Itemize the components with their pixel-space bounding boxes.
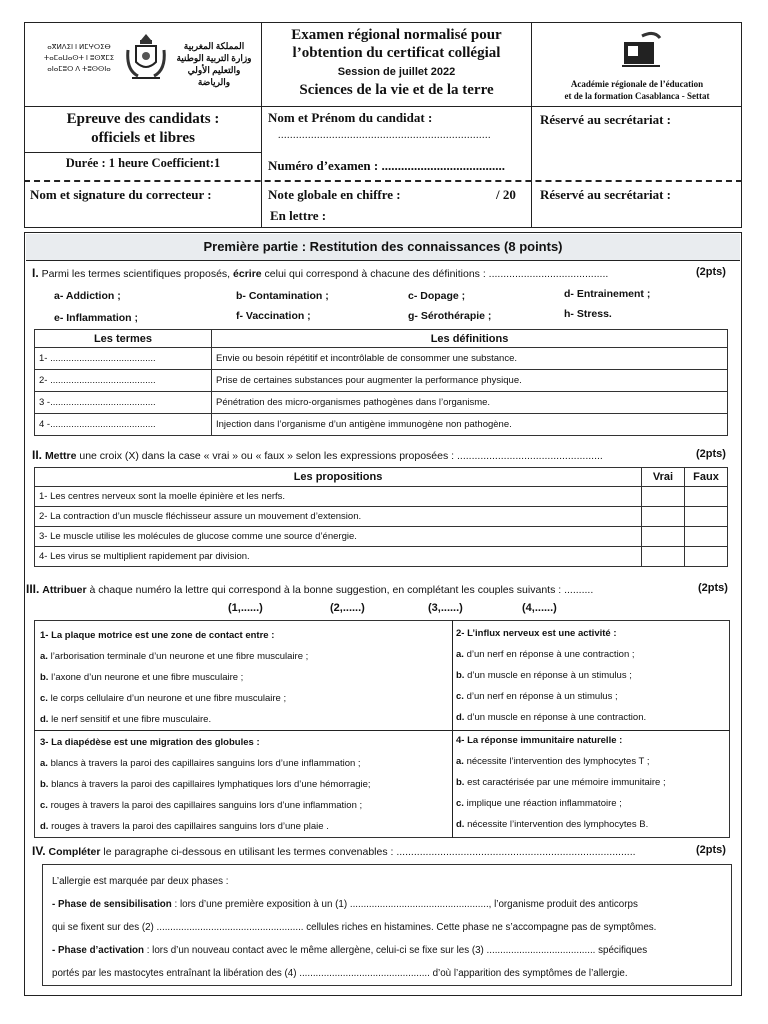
matching-block-2: 2- L’influx nerveux est une activité : a. d’un nerf en réponse à une contraction ; b. d’un muscle en réponse à un stimulus ; c. d’un nerf en réponse à un stimulus ; d. d’un muscle en réponse à une contraction. (456, 623, 726, 728)
question-1-instruction: I. Parmi les termes scientifiques proposés, écrire celui qui correspond à chacune des définitions : ......................................... (32, 266, 609, 280)
fill-in-sentence[interactable]: portés par les mastocytes entraînant la libération des (4) ................................................ d’où l’apparition des symptômes de l’allergie. (52, 968, 628, 979)
faux-checkbox[interactable] (685, 547, 728, 567)
proposition-text: 1- Les centres nerveux sont la moelle épinière et les nerfs. (35, 487, 642, 507)
grade-in-words-label[interactable]: En lettre : (270, 208, 327, 223)
session-label: Session de juillet 2022 (337, 66, 456, 78)
term-option: h- Stress. (564, 308, 612, 320)
fill-in-sentence[interactable]: : lors d’un nouveau contact avec le même allergène, celui-ci se fixe sur les (3) ........................................ spécifiques (144, 945, 648, 956)
subject-title: Sciences de la vie et de la terre (299, 82, 494, 98)
ministry-latin-line: ⵜⴰⵎⴰⵡⴰⵙⵜ ⵏ ⵓⵙⴳⵎⵉ (43, 55, 115, 62)
couple-answer-blank[interactable]: (4,......) (522, 602, 557, 614)
part-one-title: Première partie : Restitution des connaissances (8 points) (26, 234, 740, 261)
faux-column-header: Faux (685, 468, 728, 487)
epreuve-label-2: officiels et libres (91, 130, 195, 146)
table-row (35, 527, 728, 547)
table-row (35, 547, 728, 567)
question-2-points: (2pts) (696, 448, 726, 460)
matching-option: le nerf sensitif et une fibre musculaire. (51, 714, 212, 725)
coat-of-arms-icon (124, 30, 168, 86)
term-option: a- Addiction ; (54, 290, 121, 302)
definitions-column-header: Les définitions (212, 330, 728, 348)
term-option: f- Vaccination ; (236, 310, 311, 322)
matching-block-3: 3- La diapédèse est une migration des globules : a. blancs à travers la paroi des capillaires sanguins lors d’une inflammation ; b. blancs à travers la paroi des capillaires lymphatiques lors d’une hémorragie; c. rouges à travers la paroi des capillaires sanguins lors d’une inflammation ; d. rouges à travers la paroi des capillaires sanguins lors d’une plaie . (40, 732, 450, 837)
proposition-text: 4- Les virus se multiplient rapidement par division. (35, 547, 642, 567)
candidate-name-label: Nom et Prénom du candidat : (268, 110, 433, 125)
term-option: b- Contamination ; (236, 290, 329, 302)
proposition-text: 2- La contraction d’un muscle fléchisseur assure un mouvement d’extension. (35, 507, 642, 527)
fill-in-sentence[interactable]: qui se fixent sur des (2) ...................................................... cellules riches en histamines. Cette phase ne s’accompagne pas de symptômes. (52, 922, 657, 933)
question-4-points: (2pts) (696, 844, 726, 856)
reserved-secretariat-label-2: Réservé au secrétariat : (540, 187, 672, 202)
matching-option: nécessite l’intervention des lymphocytes T ; (466, 756, 650, 767)
question-3-points: (2pts) (698, 582, 728, 594)
academy-line-1: Académie régionale de l’éducation (570, 79, 704, 89)
proposition-text: 3- Le muscle utilise les molécules de glucose comme une source d’énergie. (35, 527, 642, 547)
matching-option: d’un nerf en réponse à un stimulus ; (466, 691, 618, 702)
matching-block-title: 1- La plaque motrice est une zone de contact entre : (40, 630, 275, 641)
faux-checkbox[interactable] (685, 527, 728, 547)
term-option: c- Dopage ; (408, 290, 466, 302)
couple-answer-blank[interactable]: (1,......) (228, 602, 263, 614)
term-answer-blank[interactable]: 3 -........................................ (35, 392, 212, 414)
table-row (35, 370, 728, 392)
definition-text: Injection dans l’organisme d’un antigène immunogène non pathogène. (212, 414, 728, 436)
terms-definitions-table (34, 329, 728, 436)
exam-title-line-2: l’obtention du certificat collégial (292, 45, 501, 61)
grade-out-of: / 20 (496, 187, 516, 202)
true-false-table (34, 467, 728, 567)
exam-number-field[interactable]: Numéro d’examen : ...................................... (268, 158, 505, 173)
faux-checkbox[interactable] (685, 487, 728, 507)
term-option: g- Sérothérapie ; (408, 310, 492, 322)
academy-logo-icon (618, 28, 664, 70)
question-1-points: (2pts) (696, 266, 726, 278)
definition-text: Envie ou besoin répétitif et incontrôlable de consommer une substance. (212, 348, 728, 370)
matching-option: d’un muscle en réponse à une contraction. (467, 712, 647, 723)
term-option: e- Inflammation ; (54, 312, 139, 324)
question-3-instruction: III. Attribuer à chaque numéro la lettre qui correspond à la bonne suggestion, en complétant les couples suivants : .......... (26, 582, 594, 596)
definition-text: Prise de certaines substances pour augmenter la performance physique. (212, 370, 728, 392)
ministry-arabic-line: المملكة المغربية (183, 41, 245, 51)
vrai-checkbox[interactable] (642, 507, 685, 527)
candidate-name-field[interactable]: ....................................................................... (278, 130, 491, 141)
matching-block-1: 1- La plaque motrice est une zone de contact entre : a. l’arborisation terminale d’un neurone et une fibre musculaire ; b. l’axone d’un neurone et une fibre musculaire ; c. le corps cellulaire d’un neurone et une fibre musculaire ; d. le nerf sensitif et une fibre musculaire. (40, 625, 448, 730)
propositions-column-header: Les propositions (35, 468, 642, 487)
matching-block-4: 4- La réponse immunitaire naturelle : a. nécessite l’intervention des lymphocytes T ; b. est caractérisée par une mémoire immunitaire ; c. implique une réaction inflammatoire ; d. nécessite l’intervention des lymphocytes B. (456, 730, 728, 835)
ministry-arabic-line: وزارة التربية الوطنية (176, 53, 252, 63)
grade-label[interactable]: Note globale en chiffre : (268, 187, 401, 202)
exam-title-line-1: Examen régional normalisé pour (291, 27, 502, 43)
epreuve-label-1: Epreuve des candidats : (66, 111, 220, 127)
matching-option: blancs à travers la paroi des capillaires sanguins lors d’une inflammation ; (50, 758, 361, 769)
matching-option: rouges à travers la paroi des capillaires sanguins lors d’une inflammation ; (50, 800, 363, 811)
vrai-checkbox[interactable] (642, 487, 685, 507)
matching-option: blancs à travers la paroi des capillaires lymphatiques lors d’une hémorragie; (51, 779, 371, 790)
ministry-latin-line: ⴰⵏⴰⵎⵓⵔ ⴷ ⵜⵓⵙⵙⵏⴰ (47, 66, 111, 73)
question-2-instruction: II. Mettre une croix (X) dans la case « vrai » ou « faux » selon les expressions proposées : .................................................. (32, 448, 603, 462)
table-row (35, 414, 728, 436)
term-answer-blank[interactable]: 4 -........................................ (35, 414, 212, 436)
term-answer-blank[interactable]: 1- ........................................ (35, 348, 212, 370)
table-row (35, 487, 728, 507)
term-answer-blank[interactable]: 2- ........................................ (35, 370, 212, 392)
academy-line-2: et de la formation Casablanca - Settat (564, 91, 710, 101)
reserved-secretariat-label: Réservé au secrétariat : (540, 112, 672, 127)
matching-option: l’arborisation terminale d’un neurone et une fibre musculaire ; (50, 651, 309, 662)
ministry-arabic-line: والتعليم الأولي والرياضة (187, 65, 241, 87)
table-row (35, 348, 728, 370)
paragraph-intro: L’allergie est marquée par deux phases : (52, 876, 229, 887)
terms-column-header: Les termes (35, 330, 212, 348)
matching-option: d’un nerf en réponse à une contraction ; (466, 649, 635, 660)
couple-answer-blank[interactable]: (2,......) (330, 602, 365, 614)
fill-in-sentence[interactable]: : lors d’une première exposition à un (1) ..................................................., l’organisme produit des anticorps (171, 899, 638, 910)
vrai-checkbox[interactable] (642, 547, 685, 567)
matching-option: d’un muscle en réponse à un stimulus ; (467, 670, 632, 681)
term-option: d- Entrainement ; (564, 288, 651, 300)
question-4-instruction: IV. Compléter le paragraphe ci-dessous en utilisant les termes convenables : .................................................................................. (32, 844, 636, 858)
matching-option: rouges à travers la paroi des capillaires sanguins lors d’une plaie . (51, 821, 329, 832)
matching-block-title: 2- L’influx nerveux est une activité : (456, 628, 617, 639)
matching-option: l’axone d’un neurone et une fibre musculaire ; (51, 672, 244, 683)
matching-block-title: 4- La réponse immunitaire naturelle : (456, 735, 623, 746)
matching-option: implique une réaction inflammatoire ; (466, 798, 622, 809)
phase-label: - Phase d’activation (52, 945, 145, 956)
matching-option: le corps cellulaire d’un neurone et une fibre musculaire ; (50, 693, 287, 704)
matching-block-title: 3- La diapédèse est une migration des globules : (40, 737, 260, 748)
faux-checkbox[interactable] (685, 507, 728, 527)
definition-text: Pénétration des micro-organismes pathogènes dans l’organisme. (212, 392, 728, 414)
phase-label: - Phase de sensibilisation (52, 899, 172, 910)
table-row (35, 507, 728, 527)
duration-coefficient: Durée : 1 heure Coefficient:1 (65, 156, 221, 170)
allergy-paragraph (52, 870, 728, 985)
vrai-checkbox[interactable] (642, 527, 685, 547)
vrai-column-header: Vrai (642, 468, 685, 487)
matching-option: nécessite l’intervention des lymphocytes B. (467, 819, 649, 830)
table-row (35, 392, 728, 414)
ministry-latin-line: ⴰⴳⵍⴷⵉⵏ ⵏ ⵍⵎⵖⵔⵉⴱ (47, 44, 111, 51)
corrector-label[interactable]: Nom et signature du correcteur : (30, 187, 212, 202)
matching-option: est caractérisée par une mémoire immunitaire ; (467, 777, 666, 788)
couple-answer-blank[interactable]: (3,......) (428, 602, 463, 614)
